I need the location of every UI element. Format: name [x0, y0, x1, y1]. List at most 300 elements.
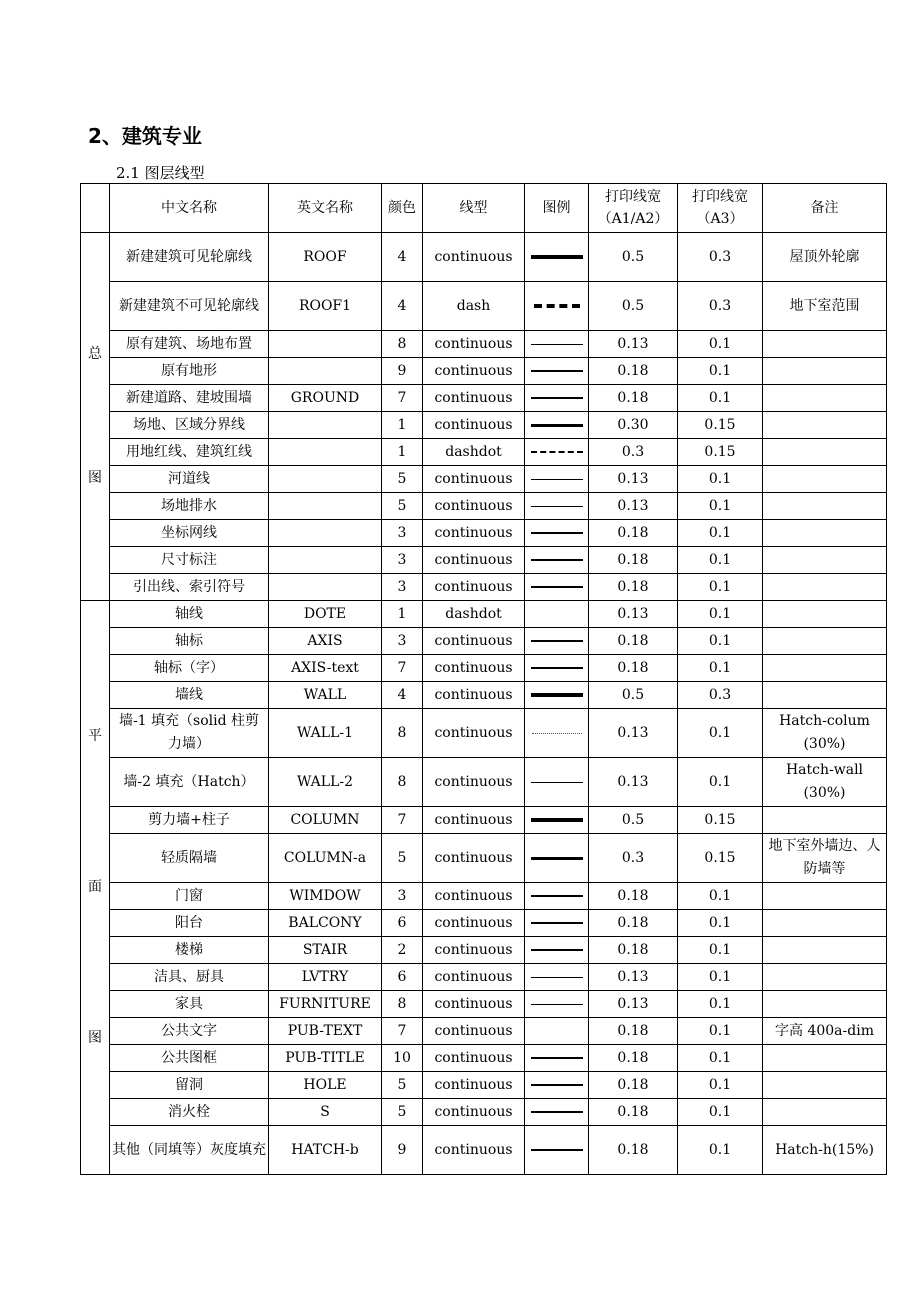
cell-linetype: continuous [423, 1099, 525, 1126]
cell-cn-name: 其他（同填等）灰度填充 [110, 1126, 269, 1175]
cell-width-a1a2: 0.18 [589, 937, 678, 964]
line-sample [531, 255, 583, 259]
cell-legend [525, 834, 589, 883]
table-header-row [81, 184, 887, 233]
cell-cn-name: 轴标 [110, 628, 269, 655]
cell-width-a3: 0.1 [678, 1126, 763, 1175]
cell-note [763, 493, 887, 520]
cell-width-a3: 0.15 [678, 412, 763, 439]
line-sample [531, 667, 583, 669]
table-row [81, 709, 887, 758]
cell-note [763, 412, 887, 439]
line-sample [531, 977, 583, 978]
cell-color: 4 [382, 233, 423, 282]
cell-width-a1a2: 0.18 [589, 574, 678, 601]
cell-cn-name: 新建建筑可见轮廓线 [110, 233, 269, 282]
cell-linetype: continuous [423, 883, 525, 910]
line-sample [531, 693, 583, 697]
cell-legend [525, 385, 589, 412]
cell-note [763, 991, 887, 1018]
cell-color: 8 [382, 709, 423, 758]
cell-width-a1a2: 0.13 [589, 758, 678, 807]
cell-linetype: continuous [423, 991, 525, 1018]
cell-en-name: HATCH-b [269, 1126, 382, 1175]
cell-legend [525, 520, 589, 547]
cell-linetype: continuous [423, 709, 525, 758]
line-sample [531, 1111, 583, 1113]
cell-legend [525, 1126, 589, 1175]
line-sample [531, 424, 583, 427]
cell-legend [525, 1072, 589, 1099]
cell-cn-name: 用地红线、建筑红线 [110, 439, 269, 466]
cell-width-a3: 0.1 [678, 358, 763, 385]
header-color: 颜色 [382, 184, 423, 233]
cell-width-a3: 0.1 [678, 991, 763, 1018]
table-row [81, 655, 887, 682]
cell-en-name [269, 331, 382, 358]
cell-en-name: DOTE [269, 601, 382, 628]
cell-legend [525, 991, 589, 1018]
cell-color: 8 [382, 991, 423, 1018]
line-sample [531, 370, 583, 372]
cell-linetype: continuous [423, 758, 525, 807]
cell-note [763, 601, 887, 628]
cell-linetype: continuous [423, 807, 525, 834]
cell-width-a3: 0.15 [678, 834, 763, 883]
cell-note [763, 439, 887, 466]
cell-legend [525, 331, 589, 358]
cell-width-a1a2: 0.18 [589, 1126, 678, 1175]
cell-cn-name: 原有地形 [110, 358, 269, 385]
cell-linetype: continuous [423, 937, 525, 964]
cell-width-a1a2: 0.13 [589, 601, 678, 628]
table-row [81, 883, 887, 910]
cell-cn-name: 原有建筑、场地布置 [110, 331, 269, 358]
cell-linetype: continuous [423, 233, 525, 282]
cell-width-a3: 0.1 [678, 937, 763, 964]
line-sample [531, 397, 583, 399]
table-row [81, 1126, 887, 1175]
header-en-name: 英文名称 [269, 184, 382, 233]
cell-cn-name: 消火栓 [110, 1099, 269, 1126]
cell-width-a3: 0.1 [678, 601, 763, 628]
cell-note [763, 883, 887, 910]
cell-linetype: dashdot [423, 601, 525, 628]
cell-en-name [269, 439, 382, 466]
cell-color: 2 [382, 937, 423, 964]
line-sample [531, 857, 583, 860]
cell-width-a3: 0.1 [678, 758, 763, 807]
cell-color: 3 [382, 628, 423, 655]
cell-linetype: continuous [423, 412, 525, 439]
table-row [81, 1018, 887, 1045]
cell-width-a3: 0.3 [678, 233, 763, 282]
cell-note [763, 655, 887, 682]
cell-width-a1a2: 0.18 [589, 883, 678, 910]
cell-width-a3: 0.1 [678, 547, 763, 574]
cell-linetype: continuous [423, 1045, 525, 1072]
cell-note [763, 1072, 887, 1099]
cell-legend [525, 910, 589, 937]
cell-note [763, 520, 887, 547]
cell-width-a3: 0.15 [678, 439, 763, 466]
cell-linetype: continuous [423, 574, 525, 601]
cell-cn-name: 墙-2 填充（Hatch） [110, 758, 269, 807]
cell-en-name: WALL-2 [269, 758, 382, 807]
section-label [83, 661, 107, 1115]
cell-en-name: PUB-TEXT [269, 1018, 382, 1045]
cell-width-a1a2: 0.13 [589, 331, 678, 358]
cell-en-name: COLUMN-a [269, 834, 382, 883]
cell-legend [525, 574, 589, 601]
cell-cn-name: 场地排水 [110, 493, 269, 520]
line-sample [531, 1084, 583, 1086]
cell-en-name [269, 547, 382, 574]
header-legend: 图例 [525, 184, 589, 233]
cell-color: 9 [382, 1126, 423, 1175]
cell-cn-name: 坐标网线 [110, 520, 269, 547]
header-note: 备注 [763, 184, 887, 233]
section-label-char: 图 [88, 470, 102, 486]
section-label-char: 图 [88, 1030, 102, 1047]
table-row [81, 282, 887, 331]
cell-note [763, 385, 887, 412]
cell-width-a1a2: 0.5 [589, 682, 678, 709]
cell-linetype: continuous [423, 964, 525, 991]
cell-legend [525, 937, 589, 964]
cell-en-name: AXIS-text [269, 655, 382, 682]
table-row [81, 412, 887, 439]
cell-width-a1a2: 0.5 [589, 807, 678, 834]
cell-cn-name: 轴线 [110, 601, 269, 628]
cell-cn-name: 楼梯 [110, 937, 269, 964]
cell-width-a1a2: 0.18 [589, 1018, 678, 1045]
cell-width-a3: 0.1 [678, 574, 763, 601]
line-sample [531, 640, 583, 642]
line-sample [531, 479, 583, 480]
cell-cn-name: 剪力墙+柱子 [110, 807, 269, 834]
table-row [81, 520, 887, 547]
cell-color: 9 [382, 358, 423, 385]
table-row [81, 991, 887, 1018]
cell-en-name: AXIS [269, 628, 382, 655]
cell-en-name [269, 574, 382, 601]
cell-linetype: continuous [423, 1126, 525, 1175]
table-row [81, 574, 887, 601]
cell-note: Hatch-wall (30%) [763, 758, 887, 807]
line-sample [531, 586, 583, 588]
line-sample [531, 344, 583, 345]
cell-width-a1a2: 0.13 [589, 466, 678, 493]
line-sample [531, 532, 583, 534]
cell-color: 3 [382, 520, 423, 547]
header-width-a1a2: 打印线宽（A1/A2） [589, 184, 678, 233]
line-sample [531, 949, 583, 951]
cell-note [763, 937, 887, 964]
cell-width-a1a2: 0.18 [589, 385, 678, 412]
cell-linetype: dashdot [423, 439, 525, 466]
cell-legend [525, 1018, 589, 1045]
cell-cn-name: 公共文字 [110, 1018, 269, 1045]
table-row [81, 601, 887, 628]
cell-cn-name: 公共图框 [110, 1045, 269, 1072]
cell-note [763, 807, 887, 834]
cell-color: 5 [382, 493, 423, 520]
table-row [81, 331, 887, 358]
table-row [81, 937, 887, 964]
cell-legend [525, 233, 589, 282]
cell-note: Hatch-h(15%) [763, 1126, 887, 1175]
table-row [81, 758, 887, 807]
cell-width-a1a2: 0.18 [589, 1072, 678, 1099]
cell-width-a1a2: 0.3 [589, 834, 678, 883]
cell-cn-name: 门窗 [110, 883, 269, 910]
line-sample [531, 1149, 583, 1151]
cell-en-name: COLUMN [269, 807, 382, 834]
cell-cn-name: 新建建筑不可见轮廓线 [110, 282, 269, 331]
cell-color: 5 [382, 466, 423, 493]
cell-note [763, 964, 887, 991]
cell-width-a3: 0.1 [678, 1018, 763, 1045]
cell-width-a1a2: 0.5 [589, 233, 678, 282]
cell-width-a3: 0.3 [678, 682, 763, 709]
table-row [81, 682, 887, 709]
header-section-col [81, 184, 110, 233]
table-row [81, 466, 887, 493]
cell-cn-name: 家具 [110, 991, 269, 1018]
cell-legend [525, 547, 589, 574]
cell-en-name [269, 520, 382, 547]
cell-cn-name: 引出线、索引符号 [110, 574, 269, 601]
cell-color: 6 [382, 964, 423, 991]
section-label-char: 面 [88, 878, 102, 895]
cell-color: 8 [382, 758, 423, 807]
cell-width-a3: 0.1 [678, 910, 763, 937]
header-width-a3: 打印线宽（A3） [678, 184, 763, 233]
cell-note: Hatch-colum (30%) [763, 709, 887, 758]
cell-color: 5 [382, 834, 423, 883]
table-row [81, 439, 887, 466]
line-sample [534, 304, 580, 308]
cell-width-a3: 0.1 [678, 964, 763, 991]
cell-en-name: BALCONY [269, 910, 382, 937]
line-sample [531, 1004, 583, 1005]
cell-legend [525, 358, 589, 385]
line-sample [531, 451, 583, 453]
cell-note [763, 910, 887, 937]
table-body [81, 233, 887, 1175]
header-linetype: 线型 [423, 184, 525, 233]
cell-color: 4 [382, 282, 423, 331]
cell-legend [525, 655, 589, 682]
cell-legend [525, 883, 589, 910]
cell-en-name: ROOF1 [269, 282, 382, 331]
cell-note [763, 466, 887, 493]
cell-linetype: continuous [423, 682, 525, 709]
cell-color: 1 [382, 412, 423, 439]
layer-linetype-table [80, 183, 887, 1175]
cell-color: 1 [382, 439, 423, 466]
cell-note [763, 358, 887, 385]
cell-width-a3: 0.15 [678, 807, 763, 834]
cell-cn-name: 场地、区域分界线 [110, 412, 269, 439]
cell-cn-name: 阳台 [110, 910, 269, 937]
cell-width-a1a2: 0.18 [589, 358, 678, 385]
cell-legend [525, 807, 589, 834]
cell-width-a3: 0.1 [678, 628, 763, 655]
cell-color: 1 [382, 601, 423, 628]
cell-width-a1a2: 0.13 [589, 964, 678, 991]
table-row [81, 910, 887, 937]
cell-legend [525, 964, 589, 991]
section-label-char: 平 [88, 727, 102, 744]
cell-width-a3: 0.1 [678, 520, 763, 547]
section-label-cell [81, 233, 110, 601]
cell-color: 7 [382, 1018, 423, 1045]
line-sample [531, 1057, 583, 1059]
cell-legend [525, 412, 589, 439]
cell-en-name: HOLE [269, 1072, 382, 1099]
subsection-heading: 2.1 图层线型 [116, 164, 205, 182]
cell-linetype: continuous [423, 628, 525, 655]
cell-note [763, 547, 887, 574]
cell-cn-name: 尺寸标注 [110, 547, 269, 574]
cell-note [763, 628, 887, 655]
cell-note [763, 574, 887, 601]
line-sample [531, 559, 583, 561]
cell-legend [525, 758, 589, 807]
cell-en-name: S [269, 1099, 382, 1126]
cell-en-name: LVTRY [269, 964, 382, 991]
cell-cn-name: 留洞 [110, 1072, 269, 1099]
line-sample [531, 782, 583, 783]
cell-cn-name: 洁具、厨具 [110, 964, 269, 991]
cell-en-name [269, 412, 382, 439]
cell-width-a3: 0.1 [678, 466, 763, 493]
cell-legend [525, 709, 589, 758]
cell-note [763, 331, 887, 358]
cell-linetype: continuous [423, 385, 525, 412]
cell-en-name: WIMDOW [269, 883, 382, 910]
cell-width-a1a2: 0.13 [589, 709, 678, 758]
table-row [81, 628, 887, 655]
cell-linetype: continuous [423, 466, 525, 493]
cell-en-name [269, 493, 382, 520]
cell-linetype: continuous [423, 331, 525, 358]
cell-en-name: WALL-1 [269, 709, 382, 758]
cell-en-name: PUB-TITLE [269, 1045, 382, 1072]
cell-legend [525, 1099, 589, 1126]
cell-color: 8 [382, 331, 423, 358]
cell-en-name: WALL [269, 682, 382, 709]
cell-legend [525, 601, 589, 628]
cell-note [763, 1045, 887, 1072]
cell-color: 4 [382, 682, 423, 709]
cell-color: 3 [382, 574, 423, 601]
cell-linetype: continuous [423, 493, 525, 520]
cell-linetype: continuous [423, 655, 525, 682]
section-label-cell [81, 601, 110, 1175]
section-label [83, 293, 107, 541]
section-label-char: 总 [88, 346, 102, 362]
cell-cn-name: 墙线 [110, 682, 269, 709]
cell-cn-name: 墙-1 填充（solid 柱剪力墙） [110, 709, 269, 758]
table-row [81, 547, 887, 574]
cell-color: 5 [382, 1099, 423, 1126]
line-sample [531, 818, 583, 822]
line-sample [532, 733, 582, 734]
cell-width-a1a2: 0.18 [589, 547, 678, 574]
cell-width-a3: 0.1 [678, 1072, 763, 1099]
cell-linetype: continuous [423, 1018, 525, 1045]
table-row [81, 834, 887, 883]
cell-linetype: continuous [423, 910, 525, 937]
cell-width-a3: 0.1 [678, 709, 763, 758]
cell-linetype: continuous [423, 547, 525, 574]
cell-width-a3: 0.1 [678, 883, 763, 910]
cell-color: 6 [382, 910, 423, 937]
cell-width-a1a2: 0.13 [589, 991, 678, 1018]
cell-note: 字高 400a-dim [763, 1018, 887, 1045]
cell-color: 7 [382, 655, 423, 682]
cell-cn-name: 轻质隔墙 [110, 834, 269, 883]
cell-linetype: continuous [423, 358, 525, 385]
cell-color: 5 [382, 1072, 423, 1099]
line-sample [531, 895, 583, 897]
table-row [81, 493, 887, 520]
cell-legend [525, 282, 589, 331]
cell-cn-name: 河道线 [110, 466, 269, 493]
cell-legend [525, 682, 589, 709]
table-row [81, 233, 887, 282]
cell-linetype: dash [423, 282, 525, 331]
cell-width-a3: 0.1 [678, 655, 763, 682]
cell-en-name: FURNITURE [269, 991, 382, 1018]
cell-width-a3: 0.1 [678, 1045, 763, 1072]
cell-cn-name: 轴标（字） [110, 655, 269, 682]
table-row [81, 1072, 887, 1099]
cell-width-a1a2: 0.18 [589, 520, 678, 547]
cell-note [763, 1099, 887, 1126]
cell-linetype: continuous [423, 834, 525, 883]
cell-color: 3 [382, 883, 423, 910]
cell-legend [525, 493, 589, 520]
cell-width-a1a2: 0.18 [589, 1099, 678, 1126]
cell-note: 屋顶外轮廓 [763, 233, 887, 282]
cell-note: 地下室范围 [763, 282, 887, 331]
cell-legend [525, 628, 589, 655]
cell-width-a1a2: 0.18 [589, 910, 678, 937]
cell-color: 3 [382, 547, 423, 574]
cell-width-a1a2: 0.18 [589, 655, 678, 682]
cell-width-a1a2: 0.13 [589, 493, 678, 520]
line-sample [531, 506, 583, 507]
cell-width-a1a2: 0.5 [589, 282, 678, 331]
cell-width-a1a2: 0.18 [589, 628, 678, 655]
table-row [81, 1045, 887, 1072]
cell-width-a3: 0.1 [678, 1099, 763, 1126]
cell-en-name [269, 358, 382, 385]
cell-en-name [269, 466, 382, 493]
cell-width-a3: 0.1 [678, 493, 763, 520]
cell-width-a3: 0.1 [678, 331, 763, 358]
cell-linetype: continuous [423, 520, 525, 547]
cell-color: 10 [382, 1045, 423, 1072]
section-heading: 2、建筑专业 [88, 124, 202, 148]
table-row [81, 358, 887, 385]
cell-width-a1a2: 0.18 [589, 1045, 678, 1072]
table-row [81, 964, 887, 991]
